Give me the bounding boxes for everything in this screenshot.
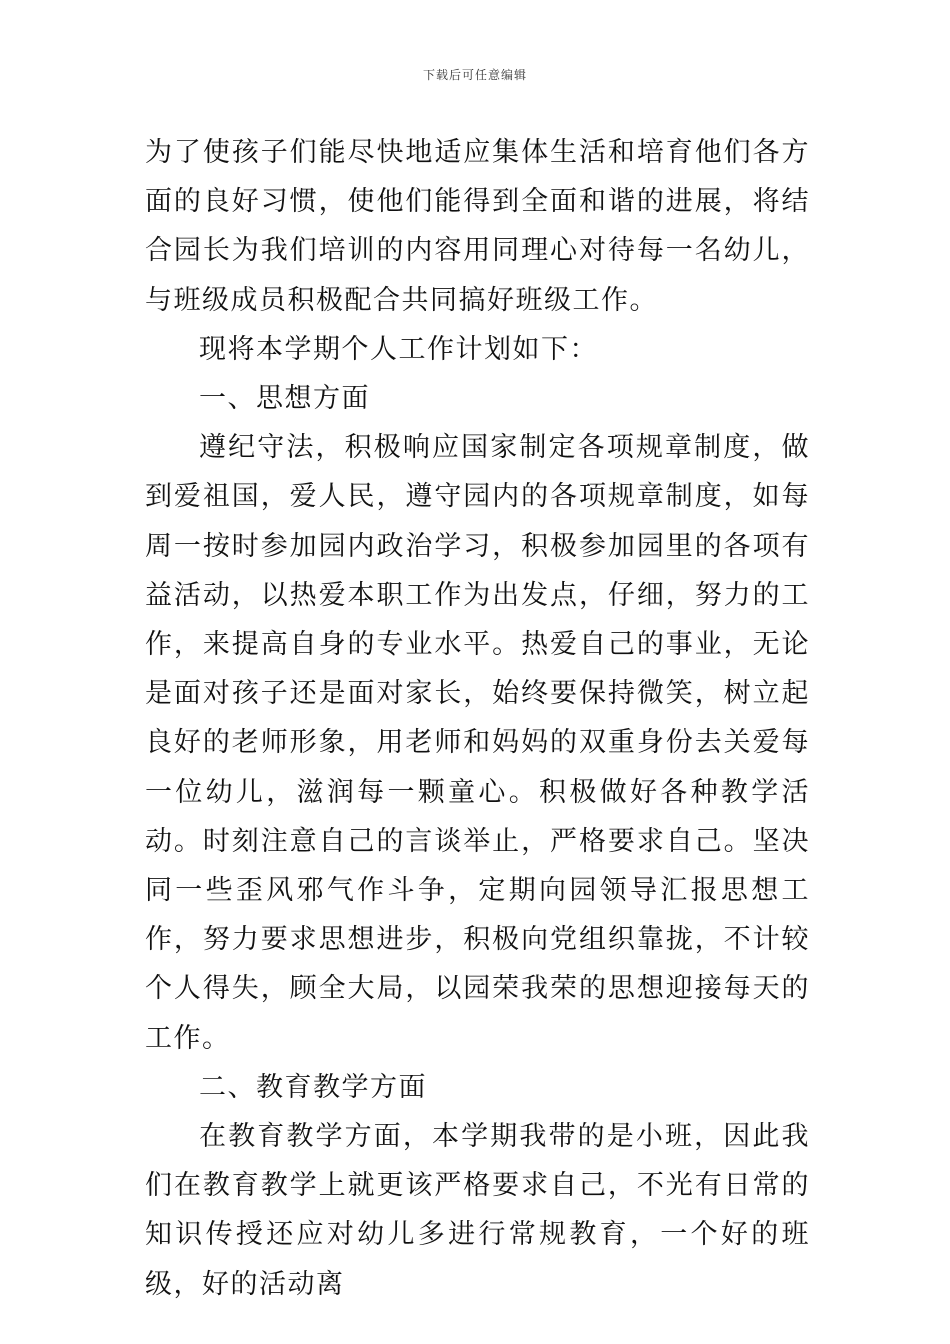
intro-paragraph: 为了使孩子们能尽快地适应集体生活和培育他们各方面的良好习惯，使他们能得到全面和谐的进展，将结合园长为我们培训的内容用同理心对待每一名幼儿，与班级成员积极配合共同搞好班级工作。 [145,137,810,316]
section-heading-ideology: 一、思想方面 [199,383,370,415]
section-heading-teaching: 二、教育教学方面 [199,1071,427,1103]
plan-intro-line: 现将本学期个人工作计划如下： [199,333,598,365]
teaching-paragraph: 在教育教学方面，本学期我带的是小班，因此我们在教育教学上就更该严格要求自己，不光有日常的知识传授还应对幼儿多进行常规教育，一个好的班级，好的活动离 [145,1121,810,1300]
download-note: 下载后可任意编辑 [422,68,527,82]
document-body [145,128,810,1309]
ideology-paragraph: 遵纪守法，积极响应国家制定各项规章制度，做到爱祖国，爱人民，遵守园内的各项规章制度，如每周一按时参加园内政治学习，积极参加园里的各项有益活动，以热爱本职工作为出发点，仔细，努力的工作，来提高自身的专业水平。热爱自己的事业，无论是面对孩子还是面对家长，始终要保持微笑，树立起良好的老师形象，用老师和妈妈的双重身份去关爱每一位幼儿，滋润每一颗童心。积极做好各种教学活动。时刻注意自己的言谈举止，严格要求自己。坚决同一些歪风邪气作斗争，定期向园领导汇报思想工作，努力要求思想进步，积极向党组织靠拢，不计较个人得失，顾全大局，以园荣我荣的思想迎接每天的工作。 [145,432,810,1054]
